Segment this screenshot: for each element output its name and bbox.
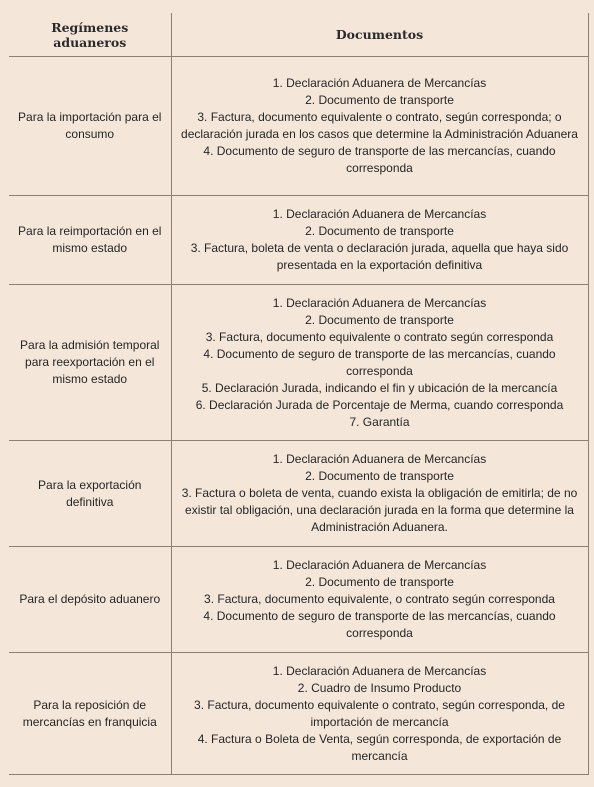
documents-cell [171,547,588,653]
document-item: 2. Documento de transporte [305,575,454,589]
table-row [9,285,588,441]
document-item: 4. Documento de seguro de transporte de las mercancías, cuando corresponda [203,609,556,640]
document-item: 4. Documento de seguro de transporte de las mercancías, cuando corresponda [203,346,556,378]
header-regimes: Regímenes aduaneros [9,13,171,57]
regime-cell: Para la admisión temporal para reexportación en el mismo estado [9,285,171,441]
document-item: 1. Declaración Aduanera de Mercancías [272,295,487,310]
document-item: 1. Declaración Aduanera de Mercancías [272,663,487,678]
customs-regimes-table [9,13,589,775]
header-documents: Documentos [171,13,588,57]
document-item: 6. Declaración Jurada de Porcentaje de Merma, cuando corresponda [195,397,564,412]
document-item: 2. Documento de transporte [305,469,454,483]
document-item: 2. Documento de transporte [305,224,454,238]
document-item: 7. Garantía [349,414,410,429]
document-item: 2. Cuadro de Insumo Producto [297,680,462,695]
regime-cell: Para el depósito aduanero [9,547,171,653]
document-item: 4. Factura o Boleta de Venta, según corresponda, de exportación de mercancía [197,731,562,763]
table-row [9,441,588,547]
regime-cell: Para la reposición de mercancías en franquicia [9,653,171,775]
header-row [9,13,588,57]
table-row [9,57,588,196]
documents-cell [171,653,588,775]
table-row [9,653,588,775]
documents-cell [171,441,588,547]
regime-cell: Para la importación para el consumo [9,57,171,196]
document-item: 3. Factura, documento equivalente, o contrato según corresponda [204,592,555,606]
regime-cell: Para la reimportación en el mismo estado [9,196,171,285]
documents-cell [171,57,588,196]
documents-cell [171,196,588,285]
document-item: 1. Declaración Aduanera de Mercancías [272,558,487,572]
document-item: 1. Declaración Aduanera de Mercancías [272,452,487,466]
document-item: 3. Factura, documento equivalente o contrato, según corresponda, de importación de mercancía [194,697,565,729]
document-item: 3. Factura, boleta de venta o declaración jurada, aquella que haya sido presentada en la exportación definitiva [190,241,569,272]
document-item: 2. Documento de transporte [305,312,454,327]
document-item: 1. Declaración Aduanera de Mercancías [272,76,487,90]
document-item: 5. Declaración Jurada, indicando el fin y ubicación de la mercancía [201,380,558,395]
document-item: 3. Factura o boleta de venta, cuando exista la obligación de emitirla; de no existir tal obligación, una declaración jurada en la forma que determine la Administración Aduanera. [181,486,578,534]
document-item: 4. Documento de seguro de transporte de las mercancías, cuando corresponda [203,144,556,175]
document-item: 1. Declaración Aduanera de Mercancías [272,207,487,221]
table-row [9,547,588,653]
document-item: 2. Documento de transporte [305,93,454,107]
regime-cell: Para la exportación definitiva [9,441,171,547]
documents-cell [171,285,588,441]
table-header [9,13,588,57]
document-item: 3. Factura, documento equivalente o contrato según corresponda [205,329,554,344]
table-body [9,57,588,775]
document-item: 3. Factura, documento equivalente o contrato, según corresponda; o declaración jurada en los casos que determine la Administración Aduanera [181,110,578,141]
table-row [9,196,588,285]
